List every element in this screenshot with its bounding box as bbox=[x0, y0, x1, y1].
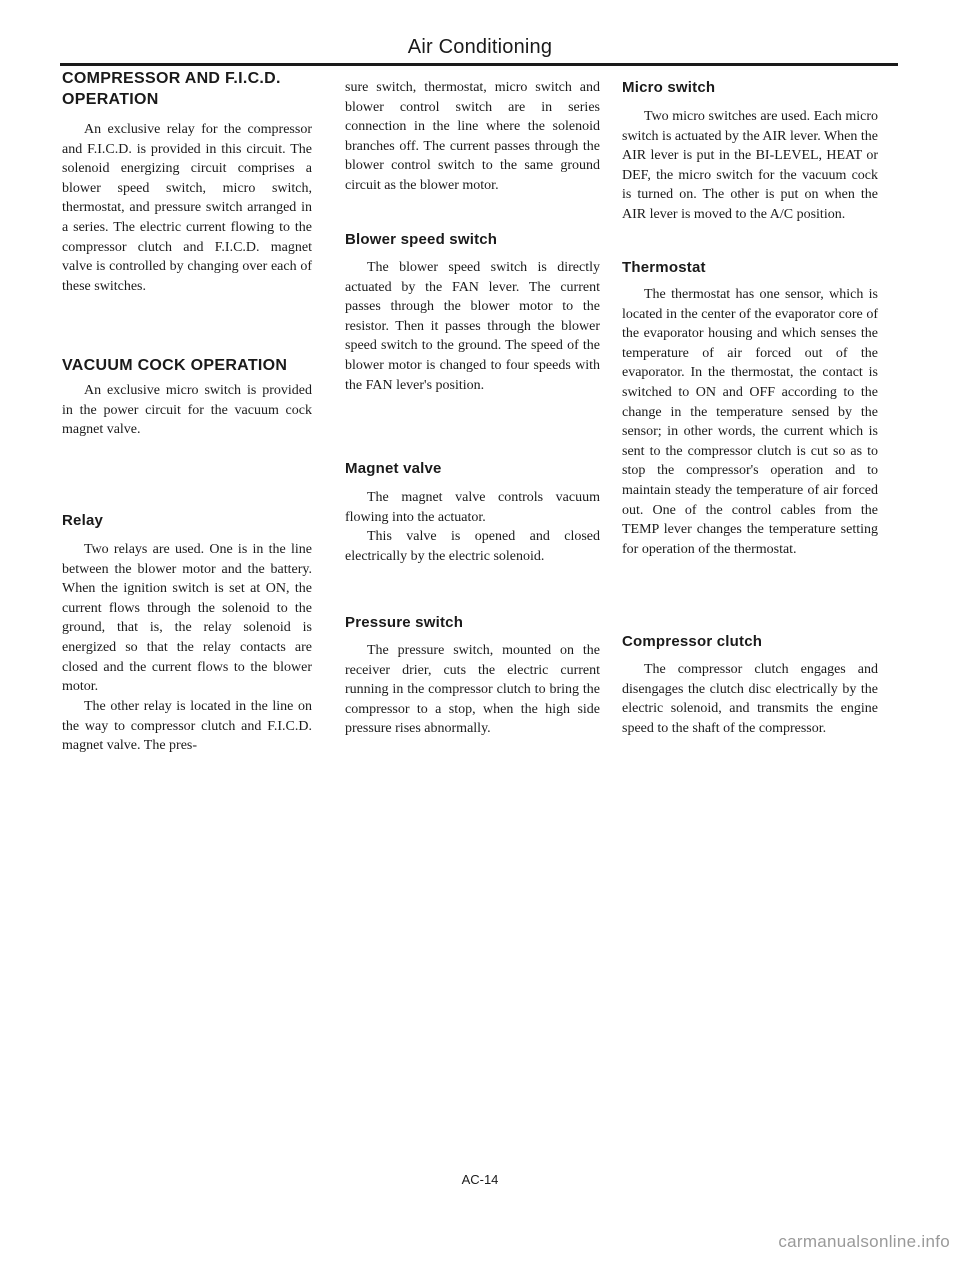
paragraph-micro-switch: Two micro switches are used. Each micro switch is actuated by the AIR lever. When the AIR lever is put in the BI-LEVEL, HEAT or DEF, the micro switch for the vacuum cock is turned on. The other is put on when the AIR lever is moved to the A/C position. bbox=[622, 109, 878, 222]
paragraph-compressor-ficd: An exclusive relay for the compressor and F.I.C.D. is provided in this circuit. The solenoid energizing circuit comprises a blower speed switch, micro switch, thermostat, and pressure switch arranged in a series. The electric current flowing to the compressor clutch and F.I.C.D. magnet valve is controlled by changing over each of these switches. bbox=[62, 122, 312, 294]
paragraph-relay-1: Two relays are used. One is in the line between the blower motor and the battery. When the ignition switch is set at ON, the current flows through the solenoid to the ground, that is, the relay solenoid is energized so that the relay contacts are closed and the current flows to the blower motor. bbox=[62, 542, 312, 695]
paragraph-pressure-switch: The pressure switch, mounted on the receiver drier, cuts the electric current running in the compressor clutch to bring the compressor to a stop, when the high side pressure rises abnormally. bbox=[345, 643, 600, 737]
paragraph-thermostat: The thermostat has one sensor, which is located in the center of the evaporator core of the evaporator housing and which senses the temperature of air forced out of the evaporator. In the thermostat, the contact is switched to ON and OFF according to the change in the temperature sensed by the sensor; in other words, the current which is sent to the compressor clutch is cut so as to stop the compressor's operation and to maintain steady the temperature of air forced out. One of the control cables from the TEMP lever changes the temperature setting for operation of the thermostat. bbox=[622, 287, 878, 557]
paragraph-vacuum-cock: An exclusive micro switch is provided in the power circuit for the vacuum cock magnet valve. bbox=[62, 383, 312, 438]
heading-pressure-switch: Pressure switch bbox=[345, 614, 464, 631]
page-title: Air Conditioning bbox=[407, 36, 553, 58]
heading-magnet-valve: Magnet valve bbox=[345, 460, 442, 477]
heading-compressor-ficd-operation: COMPRESSOR AND F.I.C.D. OPERATION bbox=[62, 70, 281, 108]
heading-relay: Relay bbox=[62, 512, 104, 529]
heading-thermostat: Thermostat bbox=[622, 259, 706, 276]
heading-micro-switch: Micro switch bbox=[622, 79, 716, 96]
watermark: carmanualsonline.info bbox=[778, 1232, 950, 1251]
heading-vacuum-cock-operation: VACUUM COCK OPERATION bbox=[62, 357, 288, 374]
paragraph-magnet-valve-1: The magnet valve controls vacuum flowing into the actuator. bbox=[345, 490, 600, 525]
paragraph-compressor-clutch: The compressor clutch engages and disengages the clutch disc electrically by the electric solenoid, and transmits the engine speed to the shaft of the compressor. bbox=[622, 662, 878, 736]
header-rule bbox=[60, 63, 898, 66]
heading-blower-speed-switch: Blower speed switch bbox=[345, 231, 498, 248]
page-number: AC-14 bbox=[461, 1172, 499, 1187]
paragraph-relay-2: The other relay is located in the line on the way to compressor clutch and F.I.C.D. magnet valve. The pres- bbox=[62, 699, 312, 754]
paragraph-magnet-valve-2: This valve is opened and closed electrically by the electric solenoid. bbox=[345, 529, 600, 564]
paragraph-continued: sure switch, thermostat, micro switch and blower control switch are in series connection in the line where the solenoid branches off. The current passes through the blower control switch to the same ground circuit as the blower motor. bbox=[345, 80, 600, 193]
paragraph-blower-speed-switch: The blower speed switch is directly actuated by the FAN lever. The current passes through the blower motor to the resistor. Then it passes through the blower speed switch to the ground. The speed of the blower motor is changed to four speeds with the FAN lever's position. bbox=[345, 260, 600, 393]
heading-compressor-clutch: Compressor clutch bbox=[622, 633, 763, 650]
